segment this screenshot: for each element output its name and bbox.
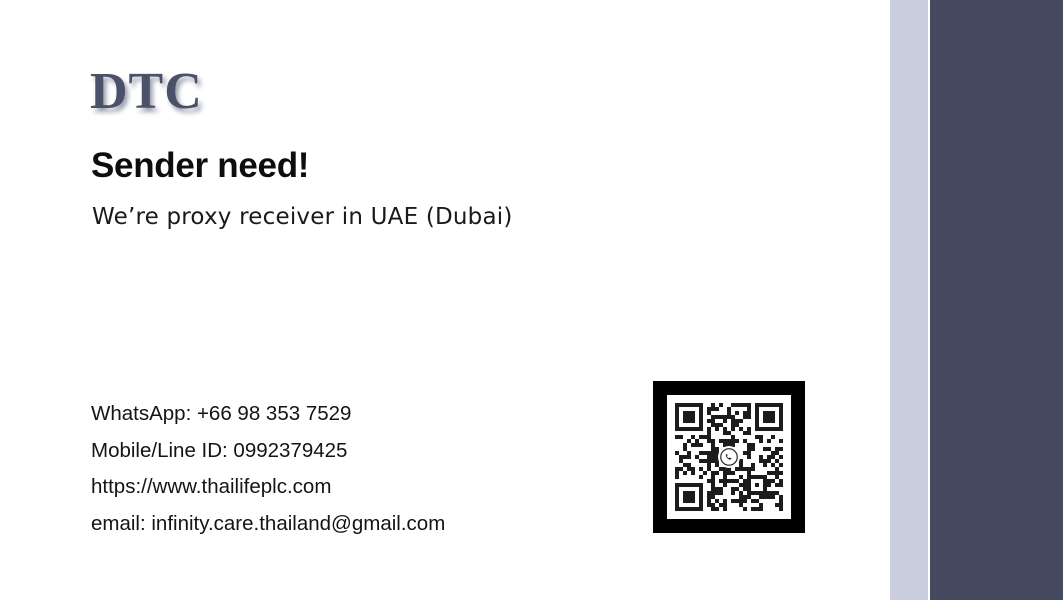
contact-line-website[interactable]: https://www.thailifeplc.com (91, 475, 332, 498)
page-subtitle: We’re proxy receiver in UAE (Dubai) (92, 204, 513, 230)
qr-code-quiet-zone (667, 395, 791, 519)
page-title: Sender need! (91, 146, 310, 185)
decorative-bar-dark (930, 0, 1063, 600)
contact-line-mobile: Mobile/Line ID: 0992379425 (91, 438, 348, 462)
whatsapp-icon (718, 446, 740, 468)
company-logo: DTC (90, 63, 203, 120)
contact-line-email[interactable]: email: infinity.care.thailand@gmail.com (91, 511, 446, 535)
contact-block (91, 396, 445, 542)
decorative-bar-light (890, 0, 928, 600)
contact-line-whatsapp: WhatsApp: +66 98 353 7529 (91, 402, 352, 425)
qr-code[interactable] (653, 381, 805, 533)
